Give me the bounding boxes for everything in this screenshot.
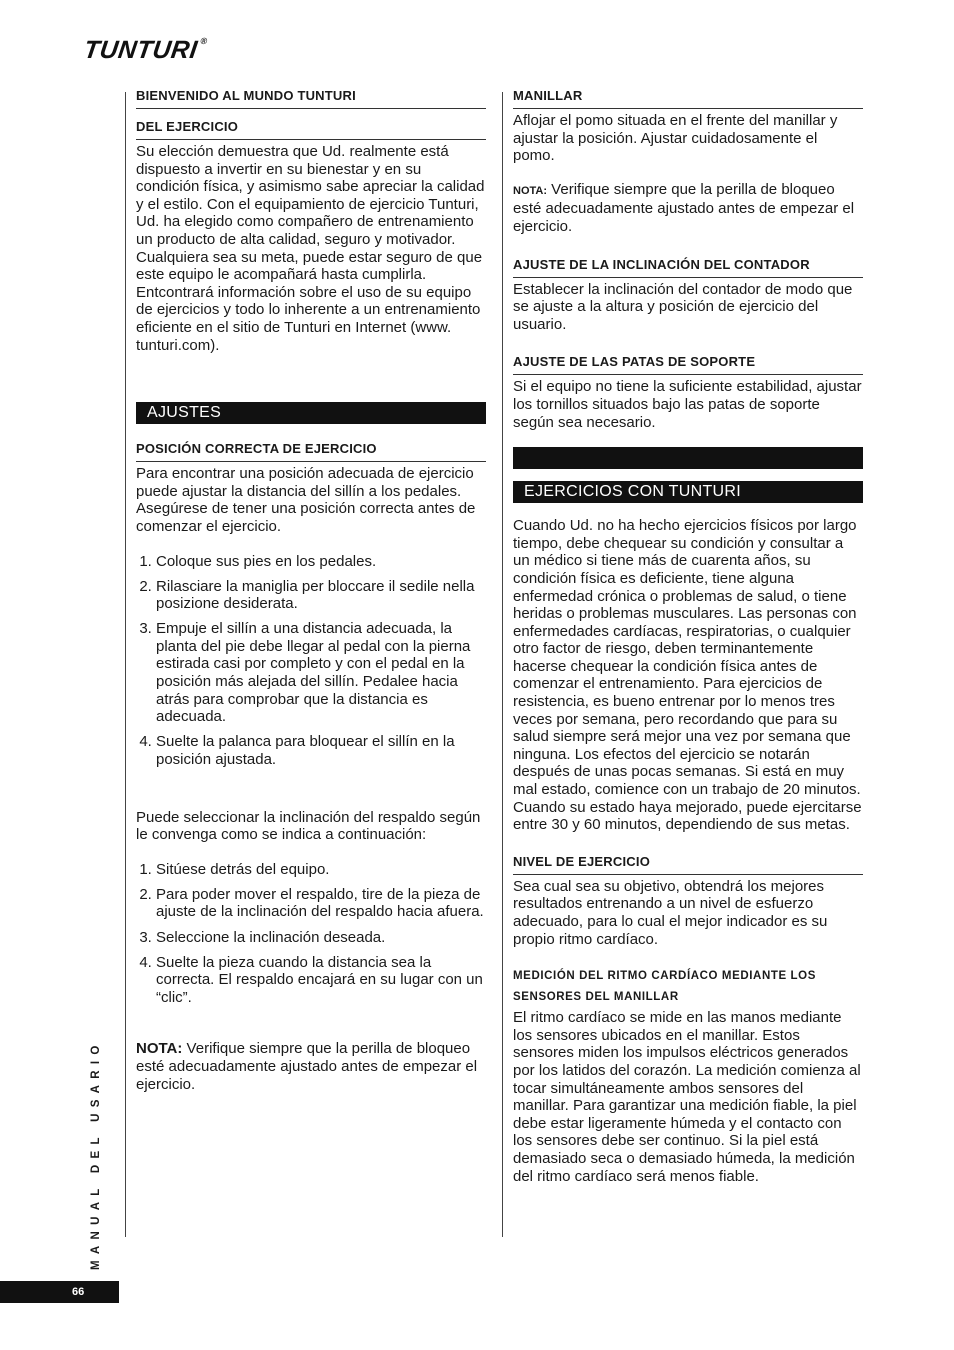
contador-text: Establecer la inclinación del contador de modo que se ajuste a la altura y posición de ejercicio del usuario. [513, 280, 853, 333]
manual-side-text: MANUAL DEL USARIO [90, 1039, 102, 1270]
manillar-text: Aflojar el pomo situada en el frente del manillar y ajustar la posición. Ajustar cuidadosamente el pomo. [513, 112, 838, 165]
ritmo-heading-line2: SENSORES DEL MANILLAR [513, 991, 679, 1004]
posicion-heading: POSICIÓN CORRECTA DE EJERCICIO [136, 441, 486, 462]
contador-heading: AJUSTE DE LA INCLINACIÓN DEL CONTADOR [513, 257, 863, 278]
patas-text: Si el equipo no tiene la suficiente estabilidad, ajustar los tornillos situados bajo las patas de soporte según sea necesario. [513, 378, 862, 431]
list-item: 4. Suelte la palanca para bloquear el sillín en la posición ajustada. [156, 733, 486, 768]
list-item: 4. Suelte la pieza cuando la distancia sea la correcta. El respaldo encajará en su lugar con un “clic”. [156, 954, 486, 1007]
registered-mark: ® [199, 36, 209, 46]
welcome-text: Su elección demuestra que Ud. realmente está dispuesto a invertir en su bienestar y en su condición física, y asimismo sabe apreciar la calidad y el estilo. Con el equipamiento de ejercicio Tunturi, Ud. ha elegido como compañero de entrenamiento un producto de alta calidad, seguro y motivador. Cualquiera sea su meta, puede estar seguro de que este equipo le acompañará hasta cumplirla. Entcontrará información sobre el uso de su equipo de ejercicios y todo lo inherente a un entrenamiento eficiente en el sitio de Tunturi en Internet (www. tunturi.com). [136, 143, 485, 354]
page-number-box [0, 1281, 119, 1303]
tunturi-logo [82, 36, 208, 65]
list-item: 1. Sitúese detrás del equipo. [156, 861, 486, 879]
ejercicios-text: Cuando Ud. no ha hecho ejercicios físicos por largo tiempo, debe chequear su condición y consultar a un médico si tiene más de cuarenta años, su condición física es deficiente, tiene alguna enfermedad crónica o problemas de salud, o tiene heridas o problemas musculares. Las personas con enfermedades cardíacas, respiratorias, o cualquier otro factor de riesgo, deben terminantemente hacerse chequear la condición física antes de comenzar el entrenamiento. Para ejercicios de resistencia, es bueno entrenar por lo menos tres veces por semana, pero recordando que para su salud siempre será mejor una vez por semana que ninguna. Los efectos del ejercicio se notarán después de unas pocas semanas. Si está en muy mal estado, comience con un trabajo de 20 minutos. Cuando su estado haya mejorado, puede ejercitarse entre 30 y 60 minutos, dependiendo de sus metas. [513, 517, 862, 834]
page-number: 66 [72, 1286, 85, 1298]
nota-text: Verifique siempre que la perilla de bloqueo esté adecuadamente ajustado antes de empezar el ejercicio. [513, 180, 855, 235]
ritmo-text: El ritmo cardíaco se mide en las manos mediante los sensores ubicados en el manillar. Estos sensores miden los impulsos eléctricos generados por los latidos del corazón. La medición comienza al tocar simultáneamente ambos sensores del manillar. Para garantizar una medición fiable, la piel debe estar ligeramente húmeda y el contacto con los sensores debe ser continuo. Si la piel está demasiado seca o demasiado húmeda, la medición del ritmo cardíaco será menos fiable. [513, 1009, 861, 1185]
manual-side-label [70, 1039, 102, 1270]
left-nota [136, 1040, 486, 1093]
logo-text: TUNTURI [82, 36, 200, 64]
ajustes-section-band [136, 402, 486, 424]
left-column [136, 88, 486, 1093]
position-steps-list [136, 553, 486, 769]
right-column [513, 88, 863, 1185]
ejercicios-title: EJERCICIOS CON TUNTURI [524, 483, 741, 501]
posicion-text: Para encontrar una posición adecuada de ejercicio puede ajustar la distancia del sillín a los pedales. Asegúrese de tener una posición correcta antes de comenzar el ejercicio. [136, 465, 476, 535]
backrest-steps-list [136, 861, 486, 1007]
patas-heading: AJUSTE DE LAS PATAS DE SOPORTE [513, 354, 863, 375]
nivel-text: Sea cual sea su objetivo, obtendrá los mejores resultados entrenando a un nivel de esfuerzo adecuado, para lo cual el mejor indicador es su propio ritmo cardíaco. [513, 877, 828, 948]
nota-text: Verifique siempre que la perilla de bloqueo esté adecuadamente ajustado antes de empezar el ejercicio. [136, 1040, 478, 1093]
welcome-heading-line1: BIENVENIDO AL MUNDO TUNTURI [136, 88, 486, 109]
nota-label: NOTA: [513, 184, 548, 197]
list-item: 3. Empuje el sillín a una distancia adecuada, la planta del pie debe llegar al pedal con la pierna estirada casi por completo y con el pedal en la posición más alejada del sillín. Pedalee hacia atrás para comprobar que la distancia es adecuada. [156, 620, 486, 726]
ajustes-title: AJUSTES [147, 404, 222, 422]
right-nota [513, 181, 863, 236]
manillar-heading: MANILLAR [513, 88, 863, 109]
respaldo-text: Puede seleccionar la inclinación del respaldo según le convenga como se indica a continuación: [136, 808, 481, 844]
ritmo-heading-line1: MEDICIÓN DEL RITMO CARDÍACO MEDIANTE LOS [513, 970, 816, 983]
nota-label: NOTA: [136, 1040, 183, 1058]
list-item: 1. Coloque sus pies en los pedales. [156, 553, 486, 571]
right-column-rule [502, 92, 503, 1237]
ritmo-heading [513, 966, 863, 1012]
welcome-heading-line2: DEL EJERCICIO [136, 119, 486, 140]
list-item: 2. Para poder mover el respaldo, tire de la pieza de ajuste de la inclinación del respaldo hacia afuera. [156, 886, 486, 921]
ejercicios-section-band [513, 481, 863, 503]
list-item: 3. Seleccione la inclinación deseada. [156, 929, 486, 947]
list-item: 2. Rilasciare la maniglia per bloccare il sedile nella posizione desiderata. [156, 578, 486, 613]
black-separator-band [513, 447, 863, 469]
nivel-heading: NIVEL DE EJERCICIO [513, 854, 863, 875]
left-column-rule [125, 92, 126, 1237]
